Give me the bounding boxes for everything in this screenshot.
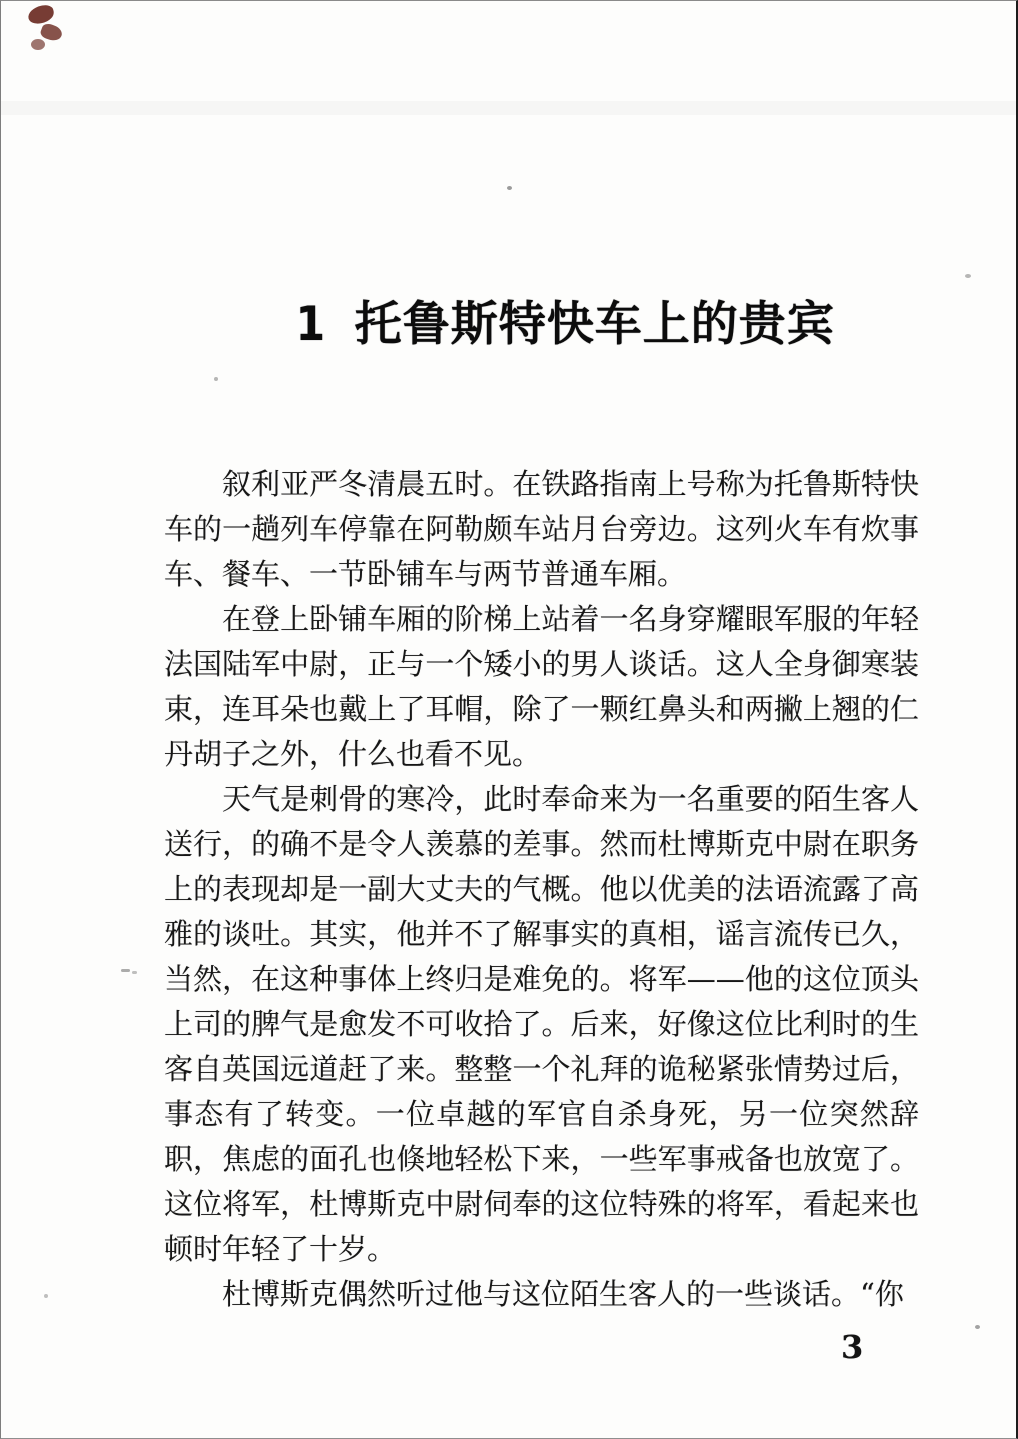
scan-speck — [214, 377, 218, 381]
scan-speck — [507, 186, 512, 190]
scan-speck — [44, 1294, 48, 1298]
paragraph: 天气是刺骨的寒冷，此时奉命来为一名重要的陌生客人送行，的确不是令人羡慕的差事。然而杜博斯克中尉在职务上的表现却是一副大丈夫的气概。他以优美的法语流露了高雅的谈吐。其实，他并不了解事实的真相，谣言流传已久，当然，在这种事体上终归是难免的。将军——他的这位顶头上司的脾气是愈发不可收拾了。后来，好像这位比利时的生客自英国远道赶了来。整整一个礼拜的诡秘紧张情势过后，事态有了转变。一位卓越的军官自杀身死，另一位突然辞职，焦虑的面孔也倏地轻松下来，一些军事戒备也放宽了。这位将军，杜博斯克中尉伺奉的这位特殊的将军，看起来也顿时年轻了十岁。 — [164, 782, 919, 1266]
ink-stain — [27, 3, 56, 25]
scan-artifact-band — [1, 101, 1016, 115]
scan-speck — [132, 971, 137, 974]
chapter-heading — [294, 295, 835, 355]
scan-speck — [975, 1325, 980, 1329]
page-number: 3 — [841, 1328, 864, 1366]
chapter-title: 托鲁斯特快车上的贵宾 — [354, 297, 835, 352]
scan-speck — [965, 274, 971, 278]
paragraph: 在登上卧铺车厢的阶梯上站着一名身穿耀眼军服的年轻法国陆军中尉，正与一个矮小的男人谈话。这人全身御寒装束，连耳朵也戴上了耳帽，除了一颗红鼻头和两撇上翘的仁丹胡子之外，什么也看不见。 — [164, 602, 919, 771]
scan-speck — [121, 969, 130, 972]
paragraph: 叙利亚严冬清晨五时。在铁路指南上号称为托鲁斯特快车的一趟列车停靠在阿勒颇车站月台旁边。这列火车有炊事车、餐车、一节卧铺车与两节普通车厢。 — [164, 467, 919, 591]
body-text — [164, 462, 919, 1317]
chapter-number: 1 — [295, 297, 327, 352]
ink-stain — [31, 39, 45, 50]
paragraph: 杜博斯克偶然听过他与这位陌生客人的一些谈话。“你 — [222, 1277, 904, 1311]
